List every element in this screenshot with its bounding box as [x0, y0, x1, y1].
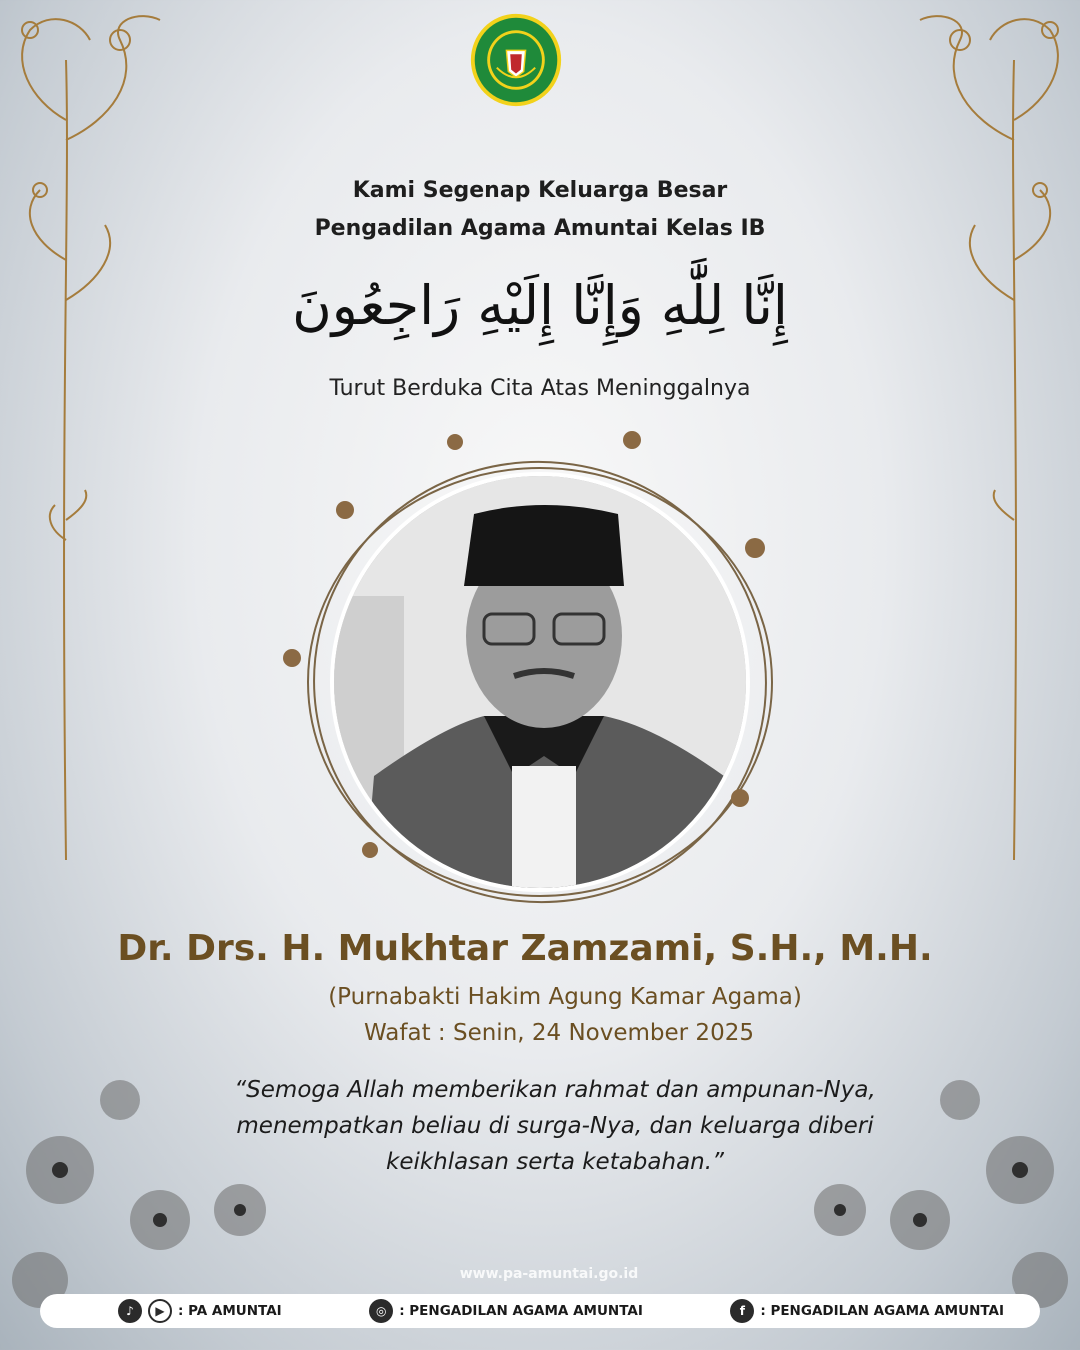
deceased-name: Dr. Drs. H. Mukhtar Zamzami, S.H., M.H.	[117, 928, 933, 969]
left-flowers-decoration	[0, 1020, 280, 1340]
prayer-text	[150, 1072, 960, 1180]
arabic-phrase: إِنَّا لِلَّٰهِ وَإِنَّا إِلَيْهِ رَاجِعُونَ	[292, 274, 788, 337]
left-floral-ornament	[0, 0, 170, 870]
social-footer	[40, 1294, 1040, 1328]
tiktok-youtube-handle[interactable]	[118, 1299, 282, 1323]
instagram-handle[interactable]	[369, 1299, 643, 1323]
deceased-position: (Purnabakti Hakim Agung Kamar Agama)	[328, 984, 802, 1010]
prayer-line-2: menempatkan beliau di surga-Nya, dan keluarga diberi	[236, 1113, 874, 1139]
facebook-handle[interactable]	[730, 1299, 1004, 1323]
tiktok-youtube-label: : PA AMUNTAI	[178, 1303, 282, 1319]
heading-line-2: Pengadilan Agama Amuntai Kelas IB	[314, 216, 766, 241]
prayer-line-1: “Semoga Allah memberikan rahmat dan ampunan-Nya,	[234, 1077, 876, 1103]
right-floral-ornament	[910, 0, 1080, 870]
heading-line-1: Kami Segenap Keluarga Besar	[352, 178, 728, 203]
instagram-label: : PENGADILAN AGAMA AMUNTAI	[399, 1303, 643, 1319]
prayer-line-3: keikhlasan serta ketabahan.”	[386, 1149, 724, 1175]
death-date: Wafat : Senin, 24 November 2025	[364, 1020, 754, 1046]
youtube-icon: ▶	[148, 1299, 172, 1323]
deceased-portrait	[330, 472, 750, 892]
condolence-subheading: Turut Berduka Cita Atas Meninggalnya	[329, 376, 751, 401]
right-flowers-decoration	[800, 1020, 1080, 1340]
tiktok-icon: ♪	[118, 1299, 142, 1323]
court-logo	[468, 12, 564, 108]
facebook-icon: f	[730, 1299, 754, 1323]
instagram-icon: ◎	[369, 1299, 393, 1323]
facebook-label: : PENGADILAN AGAMA AMUNTAI	[760, 1303, 1004, 1319]
website-url[interactable]: www.pa-amuntai.go.id	[459, 1266, 639, 1282]
